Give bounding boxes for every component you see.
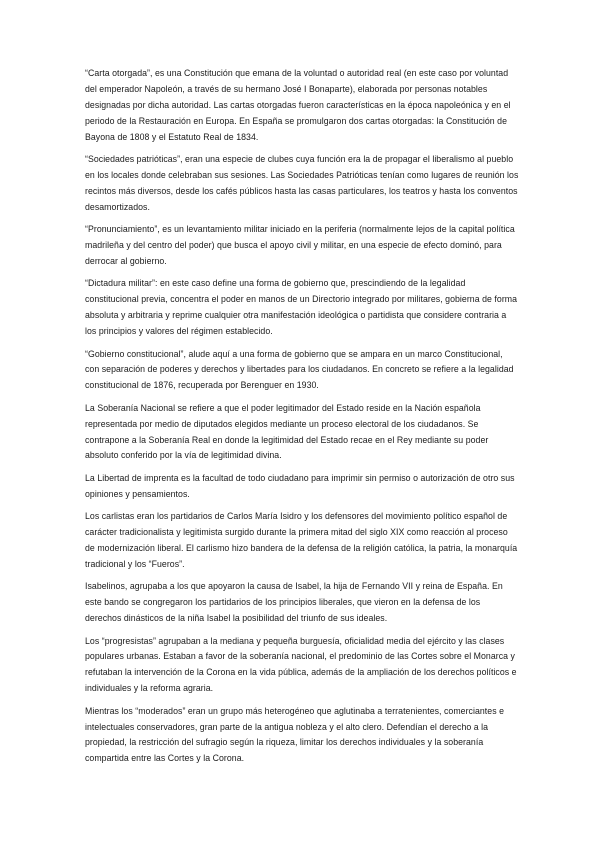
paragraph-soberania-nacional: La Soberanía Nacional se refiere a que el poder legitimador del Estado reside en la Nación española representada por medio de diputados elegidos mediante un proceso electoral de los ciudadanos. Se contrapone a la Soberanía Real en donde la legitimidad del Estado recae en el Rey mediante su poder absoluto conferido por la vía de legitimidad divina. bbox=[85, 402, 489, 461]
paragraph-gobierno-constitucional: “Gobierno constitucional”, alude aquí a una forma de gobierno que se ampara en un marco Constitucional, con separación de poderes y derechos y libertades para los ciudadanos. En concreto se refiere a la legalidad constitucional de 1876, recuperada por Berenguer en 1930. bbox=[85, 348, 514, 391]
paragraph-isabelinos: Isabelinos, agrupaba a los que apoyaron la causa de Isabel, la hija de Fernando VII y reina de España. En este bando se congregaron los partidarios de los principios liberales, que vieron en la defensa de los derechos dinásticos de la niña Isabel la posibilidad del triunfo de sus ideales. bbox=[85, 581, 503, 624]
paragraph-pronunciamiento: “Pronunciamiento”, es un levantamiento militar iniciado en la periferia (normalmente lejos de la capital política madrileña y del centro del poder) que busca el apoyo civil y militar, en una especie de efecto dominó, para derrocar al gobierno. bbox=[85, 224, 515, 266]
paragraph-progresistas: Los “progresistas” agrupaban a la mediana y pequeña burguesía, oficialidad media del ejército y las clases populares urbanas. Estaban a favor de la soberanía nacional, el predominio de las Cortes sobre el Monarca y refutaban la intervención de la Corona en la vida pública, además de la ampliación de los derechos políticos e individuales y la reforma agraria. bbox=[85, 635, 517, 694]
paragraph-carlistas: Los carlistas eran los partidarios de Carlos María Isidro y los defensores del movimiento político español de carácter tradicionalista y legitimista surgido durante la primera mitad del siglo XIX como reacción al proceso de modernización liberal. El carlismo hizo bandera de la defensa de la religión católica, la patria, la monarquía tradicional y los “Fueros”. bbox=[85, 511, 518, 569]
paragraph-dictadura-militar: “Dictadura militar”: en este caso define una forma de gobierno que, prescindiendo de la legalidad constitucional previa, concentra el poder en manos de un Directorio integrado por militares, gobierna de forma absoluta y arbitraria y reprime cualquier otra manifestación ideológica o partidista que considere contraria a los principios y valores del régimen establecido. bbox=[85, 278, 518, 337]
paragraph-libertad-imprenta: La Libertad de imprenta es la facultad de todo ciudadano para imprimir sin permiso o autorización de otro sus opiniones y pensamientos. bbox=[85, 472, 515, 499]
paragraph-moderados: Mientras los “moderados” eran un grupo más heterogéneo que aglutinaba a terratenientes, comerciantes e intelectuales conservadores, gran parte de la antigua nobleza y el alto clero. Defendían el derecho a la propiedad, la restricción del sufragio según la riqueza, limitar los derechos individuales y la soberanía compartida entre las Cortes y la Corona. bbox=[85, 705, 505, 764]
paragraph-carta-otorgada: “Carta otorgada”, es una Constitución que emana de la voluntad o autoridad real (en este caso por voluntad del emperador Napoleón, a través de su hermano José I Bonaparte), elaborada por personas notables designadas por dicha autoridad. Las cartas otorgadas fueron características en la época napoleónica y en el periodo de la Restauración en Europa. En España se promulgaron dos cartas otorgadas: la Constitución de Bayona de 1808 y el Estatuto Real de 1834. bbox=[85, 68, 511, 142]
paragraph-sociedades-patrioticas: “Sociedades patrióticas”, eran una especie de clubes cuya función era la de propagar el liberalismo al pueblo en los locales donde celebraban sus sesiones. Las Sociedades Patrióticas tenían como lugares de reunión los recintos más diversos, desde los cafés públicos hasta las casas particulares, los teatros y hasta los conventos desamortizados. bbox=[85, 154, 519, 212]
document-page bbox=[85, 66, 519, 774]
